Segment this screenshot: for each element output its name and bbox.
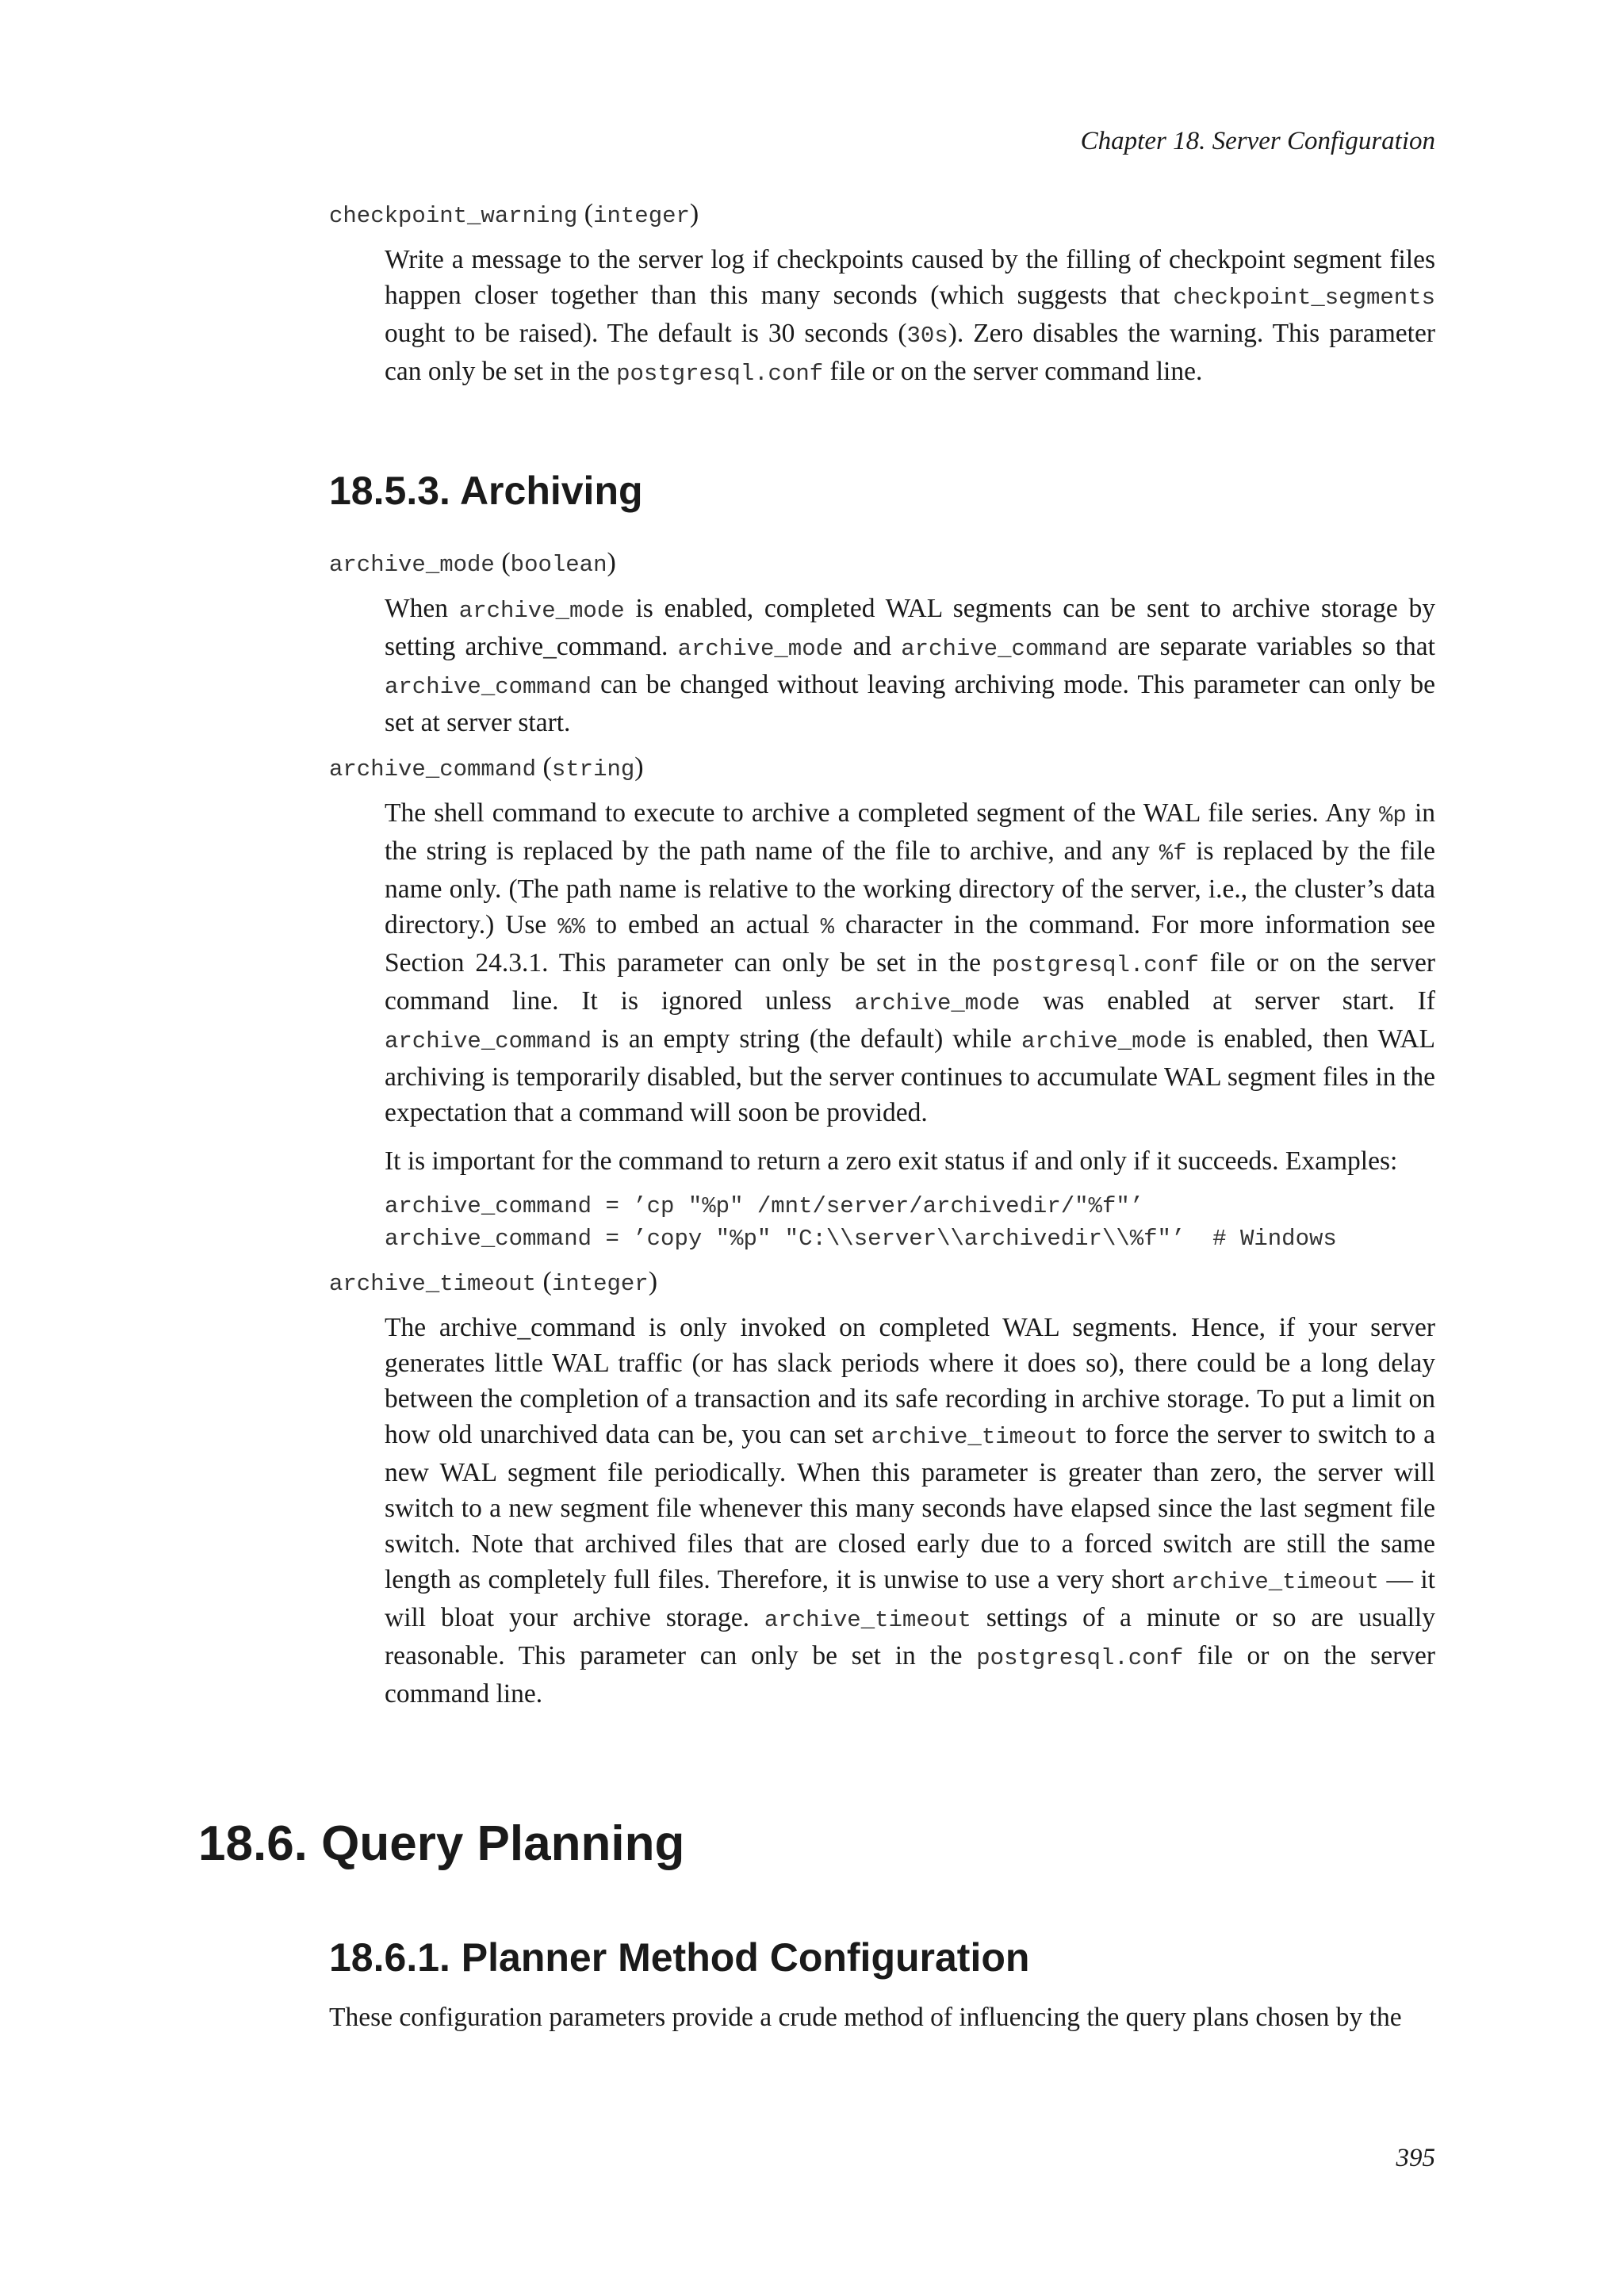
desc-archive-timeout [385, 1310, 1435, 1712]
desc-archive-mode [385, 591, 1435, 740]
paragraph: Write a message to the server log if checkpoints caused by the filling of checkpoint segment files happen closer together than this many seconds (which suggests that checkpoint_segments ought to be raised). The default is 30 seconds (30s). Zero disables the warning. This parameter can only be set in the postgresql.conf file or on the server command line. [385, 245, 1435, 387]
param-name: checkpoint_warning [329, 203, 578, 229]
desc-archive-command [385, 795, 1435, 1255]
section-heading-planner-method: 18.6.1. Planner Method Configuration [329, 1935, 1030, 1980]
running-header: Chapter 18. Server Configuration [1080, 127, 1435, 155]
param-name: archive_mode [329, 552, 495, 578]
param-name: archive_timeout [329, 1271, 537, 1297]
desc-checkpoint-warning [385, 242, 1435, 392]
term-archive-command: archive_command (string) [329, 752, 644, 783]
paragraph: It is important for the command to return a zero exit status if and only if it succeeds. Examples: [385, 1146, 1398, 1176]
paragraph: When archive_mode is enabled, completed WAL segments can be sent to archive storage by setting archive_command. archive_mode and archive_command are separate variables so that archive_command can be changed without leaving archiving mode. This parameter can only be set at server start. [385, 594, 1435, 737]
term-checkpoint-warning: checkpoint_warning (integer) [329, 199, 699, 229]
section-heading-query-planning: 18.6. Query Planning [198, 1816, 685, 1871]
paragraph: The archive_command is only invoked on completed WAL segments. Hence, if your server generates little WAL traffic (or has slack periods where it does so), there could be a long delay between the completion of a transaction and its safe recording in archive storage. To put a limit on how old unarchived data can be, you can set archive_timeout to force the server to switch to a new WAL segment file periodically. When this parameter is greater than zero, the server will switch to a new segment file whenever this many seconds have elapsed since the last segment file switch. Note that archived files that are closed early due to a forced switch are still the same length as completely full files. Therefore, it is unwise to use a very short archive_timeout — it will bloat your archive storage. archive_timeout settings of a minute or so are usually reasonable. This parameter can only be set in the postgresql.conf file or on the server command line. [385, 1313, 1435, 1709]
planner-intro-paragraph: These configuration parameters provide a crude method of influencing the query plans chosen by the [329, 2003, 1402, 2032]
param-type: integer [593, 203, 690, 229]
section-heading-archiving: 18.5.3. Archiving [329, 469, 643, 513]
page-content [329, 198, 1435, 1712]
param-type: integer [551, 1271, 649, 1297]
param-type: boolean [510, 552, 607, 578]
code-example: archive_command = ’cp "%p" /mnt/server/archivedir/"%f"’ archive_command = ’copy "%p" "C:\\server\\archivedir\\%f"’ # Windows [385, 1193, 1337, 1252]
page-number: 395 [1396, 2144, 1435, 2172]
param-type: string [551, 756, 635, 783]
term-archive-mode: archive_mode (boolean) [329, 548, 616, 578]
paragraph: The shell command to execute to archive a completed segment of the WAL file series. Any %p in the string is replaced by the path name of the file to archive, and any %f is replaced by the file name only. (The path name is relative to the working directory of the server, i.e., the cluster’s data directory.) Use %% to embed an actual % character in the command. For more information see Section 24.3.1. This parameter can only be set in the postgresql.conf file or on the server command line. It is ignored unless archive_mode was enabled at server start. If archive_command is an empty string (the default) while archive_mode is enabled, then WAL archiving is temporarily disabled, but the server continues to accumulate WAL segment files in the expectation that a command will soon be provided. [385, 798, 1436, 1127]
term-archive-timeout: archive_timeout (integer) [329, 1267, 658, 1297]
param-name: archive_command [329, 756, 537, 783]
